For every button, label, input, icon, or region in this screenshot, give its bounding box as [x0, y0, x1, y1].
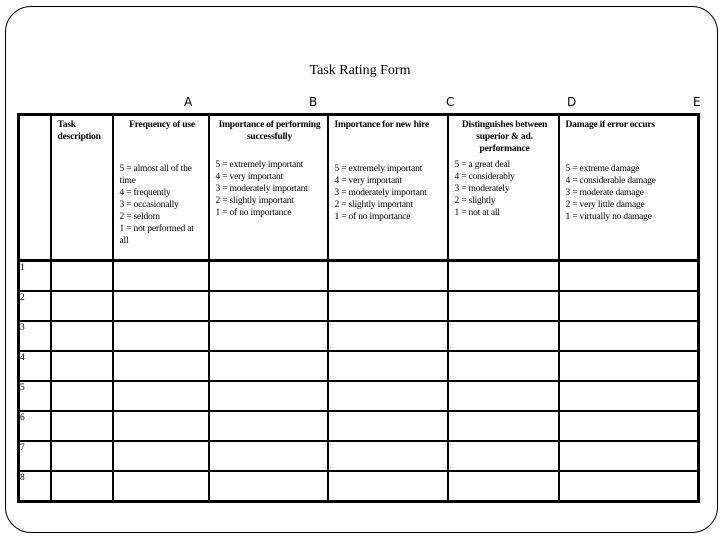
row-number: 8 — [19, 471, 51, 502]
damage-cell[interactable] — [559, 411, 699, 441]
table-row — [19, 261, 699, 292]
header-row-number — [19, 115, 51, 261]
frequency-cell[interactable] — [113, 261, 209, 292]
scale-importance-performing: 5 = extremely important 4 = very important 3 = moderately important 2 = slightly important 1 = of no importance — [215, 160, 308, 218]
column-letter-e: E — [693, 95, 701, 109]
scale-importance-new-hire: 5 = extremely important 4 = very important 3 = moderately important 2 = slightly important 1 = of no importance — [334, 164, 427, 222]
importance-performing-cell[interactable] — [209, 441, 328, 471]
header-row — [19, 115, 699, 261]
damage-cell[interactable] — [559, 471, 699, 502]
distinguishes-cell[interactable] — [448, 321, 559, 351]
scale-frequency: 5 = almost all of the time 4 = frequently 3 = occasionally 2 = seldom 1 = not performed at all — [119, 164, 194, 246]
table-row — [19, 471, 699, 502]
frequency-cell[interactable] — [113, 291, 209, 321]
task-description-cell[interactable] — [51, 321, 113, 351]
task-description-cell[interactable] — [51, 471, 113, 502]
header-task-description: Task description — [51, 115, 113, 261]
importance-performing-cell[interactable] — [209, 411, 328, 441]
header-importance-new-hire: Importance for new hire 5 = extremely important 4 = very important 3 = moderately important 2 = slightly important 1 = of no importance — [328, 115, 448, 261]
row-number: 6 — [19, 411, 51, 441]
distinguishes-cell[interactable] — [448, 261, 559, 292]
form-title: Task Rating Form — [309, 63, 411, 78]
importance-new-hire-cell[interactable] — [328, 291, 448, 321]
importance-new-hire-cell[interactable] — [328, 411, 448, 441]
importance-performing-cell[interactable] — [209, 321, 328, 351]
distinguishes-cell[interactable] — [448, 441, 559, 471]
scale-damage: 5 = extreme damage 4 = considerable damage 3 = moderate damage 2 = very little damage 1 = virtually no damage — [565, 164, 656, 222]
table-row — [19, 321, 699, 351]
table-row — [19, 381, 699, 411]
table-row — [19, 411, 699, 441]
task-description-cell[interactable] — [51, 351, 113, 381]
importance-new-hire-cell[interactable] — [328, 381, 448, 411]
task-rating-table — [17, 113, 700, 503]
column-letter-b: B — [309, 95, 318, 109]
row-number: 3 — [19, 321, 51, 351]
distinguishes-cell[interactable] — [448, 291, 559, 321]
importance-performing-cell[interactable] — [209, 381, 328, 411]
task-description-cell[interactable] — [51, 291, 113, 321]
row-number: 4 — [19, 351, 51, 381]
damage-cell[interactable] — [559, 321, 699, 351]
frequency-cell[interactable] — [113, 351, 209, 381]
frequency-cell[interactable] — [113, 441, 209, 471]
frequency-cell[interactable] — [113, 471, 209, 502]
distinguishes-cell[interactable] — [448, 381, 559, 411]
task-description-cell[interactable] — [51, 381, 113, 411]
task-description-cell[interactable] — [51, 411, 113, 441]
table-row — [19, 291, 699, 321]
row-number: 2 — [19, 291, 51, 321]
importance-performing-cell[interactable] — [209, 351, 328, 381]
column-letter-d: D — [567, 95, 577, 109]
damage-cell[interactable] — [559, 441, 699, 471]
importance-new-hire-cell[interactable] — [328, 471, 448, 502]
importance-performing-cell[interactable] — [209, 291, 328, 321]
damage-cell[interactable] — [559, 381, 699, 411]
row-number: 5 — [19, 381, 51, 411]
header-damage-if-error: Damage if error occurs 5 = extreme damage 4 = considerable damage 3 = moderate damage 2 = very little damage 1 = virtually no damage — [559, 115, 699, 261]
row-number: 7 — [19, 441, 51, 471]
importance-new-hire-cell[interactable] — [328, 261, 448, 292]
row-number: 1 — [19, 261, 51, 292]
column-letter-a: A — [184, 95, 193, 109]
importance-new-hire-cell[interactable] — [328, 351, 448, 381]
task-description-cell[interactable] — [51, 261, 113, 292]
damage-cell[interactable] — [559, 351, 699, 381]
header-distinguishes-performance: Distinguishes between superior & ad. performance 5 = a great deal 4 = considerably 3 = moderately 2 = slightly 1 = not at all — [448, 115, 559, 261]
damage-cell[interactable] — [559, 261, 699, 292]
damage-cell[interactable] — [559, 291, 699, 321]
distinguishes-cell[interactable] — [448, 351, 559, 381]
column-letter-c: C — [446, 95, 455, 109]
scale-distinguishes: 5 = a great deal 4 = considerably 3 = moderately 2 = slightly 1 = not at all — [454, 160, 515, 218]
frequency-cell[interactable] — [113, 321, 209, 351]
header-importance-performing: Importance of performing successfully 5 = extremely important 4 = very important 3 = moderately important 2 = slightly important 1 = of no importance — [209, 115, 328, 261]
importance-performing-cell[interactable] — [209, 261, 328, 292]
table-row — [19, 441, 699, 471]
distinguishes-cell[interactable] — [448, 411, 559, 441]
importance-new-hire-cell[interactable] — [328, 441, 448, 471]
frequency-cell[interactable] — [113, 411, 209, 441]
importance-new-hire-cell[interactable] — [328, 321, 448, 351]
distinguishes-cell[interactable] — [448, 471, 559, 502]
importance-performing-cell[interactable] — [209, 471, 328, 502]
header-frequency-of-use: Frequency of use 5 = almost all of the time 4 = frequently 3 = occasionally 2 = seldom 1 = not performed at all — [113, 115, 209, 261]
table-row — [19, 351, 699, 381]
frequency-cell[interactable] — [113, 381, 209, 411]
task-description-cell[interactable] — [51, 441, 113, 471]
